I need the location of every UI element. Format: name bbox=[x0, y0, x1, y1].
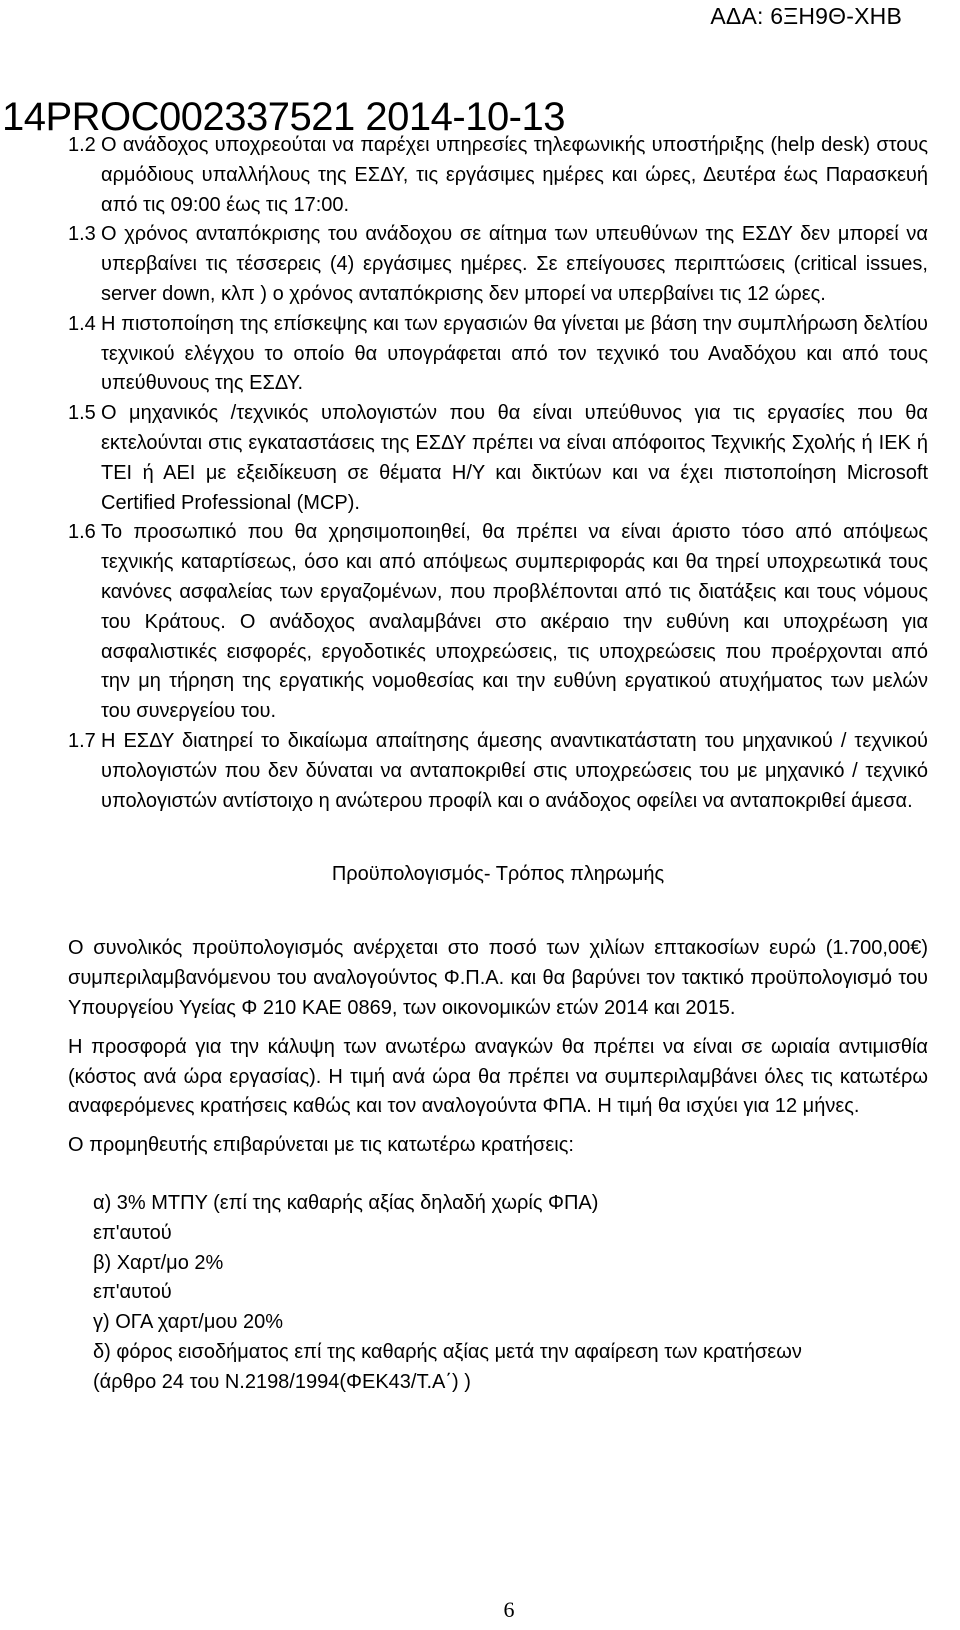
item-number: 1.2 bbox=[68, 134, 96, 156]
page-number: 6 bbox=[503, 1597, 515, 1622]
item-text: Ο ανάδοχος υποχρεούται να παρέχει υπηρεσίες τηλεφωνικής υποστήριξης (help desk) στους αρμόδιους υπαλλήλους της ΕΣΔΥ, τις εργάσιμες ημέρες και ώρες, Δευτέρα έως Παρασκευή από τις 09:00 έως τις 17:00. bbox=[101, 134, 928, 216]
item-text: Ο μηχανικός /τεχνικός υπολογιστών που θα είναι υπεύθυνος για τις εργασίες που θα εκτελούνται στις εγκαταστάσεις της ΕΣΔΥ πρέπει να είναι απόφοιτος Τεχνικής Σχολής ή ΙΕΚ ή ΤΕΙ ή ΑΕΙ με εξειδίκευση σε θέματα Η/Υ και δικτύων και να έχει πιστοποίηση Microsoft Certified Professional (MCP). bbox=[101, 402, 928, 514]
list-item bbox=[68, 399, 928, 518]
item-number: 1.4 bbox=[68, 312, 96, 335]
section-title: Προϋπολογισμός- Τρόπος πληρωμής bbox=[331, 863, 665, 886]
deduction-line: δ) φόρος εισοδήματος επί της καθαρής αξίας μετά την αφαίρεση των κρατήσεων bbox=[93, 1340, 802, 1363]
list-item bbox=[68, 518, 928, 727]
list-item bbox=[68, 727, 928, 816]
item-text: Το προσωπικό που θα χρησιμοποιηθεί, θα πρέπει να είναι άριστο τόσο από απόψεως τεχνικής καταρτίσεως, όσο και από απόψεως συμπεριφοράς και θα τηρεί υποχρεωτικά τους κανόνες ασφαλείας των εργαζομένων, που προβλέπονται από τις διατάξεις και τους νόμους του Κράτους. Ο ανάδοχος αναλαμβάνει στο ακέραιο την ευθύνη και υποχρέωση για ασφαλιστικές εισφορές, εργοδοτικές υποχρεώσεις, τις υποχρεώσεις που προέρχονται από την μη τήρηση της εργατικής νομοθεσίας και την ευθύνη εργατικού ατυχήματος των μελών του συνεργείου του. bbox=[101, 521, 928, 723]
budget-paragraph: Ο συνολικός προϋπολογισμός ανέρχεται στο ποσό των χιλίων επτακοσίων ευρώ (1.700,00€) συμπεριλαμβανόμενου του αναλογούντος Φ.Π.Α. και θα βαρύνει τον τακτικό προϋπολογισμό του Υπουργείου Υγείας Φ 210 ΚΑΕ 0869, των οικονομικών ετών 2014 και 2015. bbox=[68, 937, 928, 1019]
deductions-intro: Ο προμηθευτής επιβαρύνεται με τις κατωτέρω κρατήσεις: bbox=[68, 1134, 574, 1157]
protocol-stamp: 14PROC002337521 2014-10-13 bbox=[2, 95, 565, 139]
document-body bbox=[68, 131, 928, 1397]
deduction-line: γ) ΟΓΑ χαρτ/μου 20% bbox=[93, 1311, 283, 1334]
item-text: Η πιστοποίηση της επίσκεψης και των εργασιών θα γίνεται με βάση την συμπλήρωση δελτίου τεχνικού ελέγχου το οποίο θα υπογράφεται από τον τεχνικό του Αναδόχου και από τους υπεύθυνους της ΕΣΔΥ. bbox=[101, 312, 928, 395]
list-item bbox=[68, 131, 928, 220]
item-text: Ο χρόνος ανταπόκρισης του ανάδοχου σε αίτημα των υπευθύνων της ΕΣΔΥ δεν μπορεί να υπερβαίνει τις τέσσερεις (4) εργάσιμες ημέρες. Σε επείγουσες περιπτώσεις (critical issues, server down, κλπ ) ο χρόνος ανταπόκρισης δεν μπορεί να υπερβαίνει τις 12 ώρες. bbox=[101, 223, 928, 305]
item-number: 1.7 bbox=[68, 729, 96, 752]
item-text: Η ΕΣΔΥ διατηρεί το δικαίωμα απαίτησης άμεσης αναντικατάστατη του μηχανικού / τεχνικού υπολογιστών που δεν δύναται να ανταποκριθεί στις υποχρεώσεις του με μηχανικό / τεχνικό υπολογιστών αντίστοιχο η ανώτερου προφίλ και ο ανάδοχος οφείλει να ανταποκριθεί άμεσα. bbox=[101, 729, 928, 812]
deductions-list bbox=[68, 1189, 928, 1398]
deduction-line: επ'αυτού bbox=[93, 1281, 172, 1304]
deduction-line: επ'αυτού bbox=[93, 1221, 172, 1244]
item-number: 1.3 bbox=[68, 223, 96, 246]
deduction-line: α) 3% ΜΤΠΥ (επί της καθαρής αξίας δηλαδή χωρίς ΦΠΑ) bbox=[93, 1191, 599, 1214]
ada-code: ΑΔΑ: 6ΞΗ9Θ-ΧΗΒ bbox=[710, 3, 902, 29]
deduction-line: (άρθρο 24 του Ν.2198/1994(ΦΕΚ43/Τ.Α΄) ) bbox=[93, 1370, 471, 1393]
list-item bbox=[68, 220, 928, 309]
offer-paragraph: Η προσφορά για την κάλυψη των ανωτέρω αναγκών θα πρέπει να είναι σε ωριαία αντιμισθία (κόστος ανά ώρα εργασίας). Η τιμή ανά ώρα θα πρέπει να συμπεριλαμβάνει όλες τις κατωτέρω αναφερόμενες κρατήσεις καθώς και τον αναλογούντα ΦΠΑ. Η τιμή θα ισχύει για 12 μήνες. bbox=[68, 1035, 928, 1118]
item-number: 1.6 bbox=[68, 521, 96, 544]
item-number: 1.5 bbox=[68, 402, 96, 425]
list-item bbox=[68, 310, 928, 399]
deduction-line: β) Χαρτ/μο 2% bbox=[93, 1251, 224, 1274]
